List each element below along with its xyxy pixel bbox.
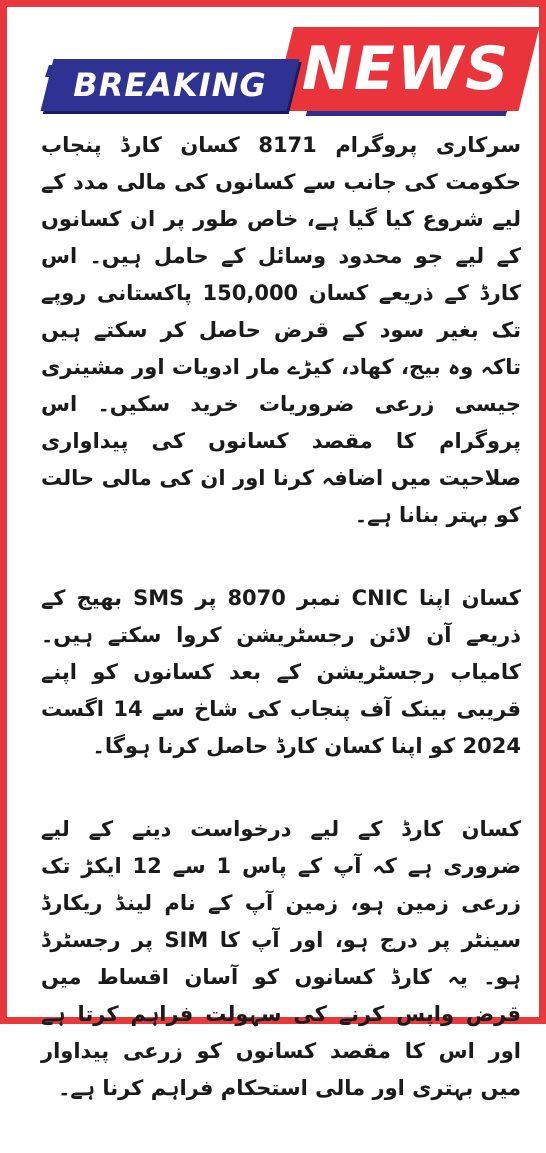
article-body xyxy=(41,127,521,1153)
breaking-label: BREAKING xyxy=(73,66,267,104)
article-paragraph-2: کسان اپنا CNIC نمبر 8070 پر SMS بھیج کے ذریعے آن لائن رجسٹریشن کروا سکتے ہیں۔ کامیاب رجسٹریشن کے بعد کسانوں کو اپنے قریبی بینک آف پنجاب کی شاخ سے 14 اگست 2024 کو اپنا کسان کارڈ حاصل کرنا ہوگا۔ xyxy=(41,586,521,758)
article-paragraph-3: کسان کارڈ کے لیے درخواست دینے کے لیے ضروری ہے کہ آپ کے پاس 1 سے 12 ایکڑ تک زرعی زمین ہو، زمین آپ کے نام لینڈ ریکارڈ سینٹر پر درج ہو، اور آپ کا SIM پر رجسٹرڈ ہو۔ یہ کارڈ کسانوں کو آسان اقساط میں قرض واپس کرنے کی سہولت فراہم کرتا ہے اور اس کا مقصد کسانوں کو زرعی پیداوار میں بہتری اور مالی استحکام فراہم کرنا ہے۔ xyxy=(41,817,522,1100)
article-paragraph-1: سرکاری پروگرام 8171 کسان کارڈ پنجاب حکومت کی جانب سے کسانوں کی مالی مدد کے لیے شروع کیا گیا ہے، خاص طور پر ان کسانوں کے لیے جو محدود وسائل کے حامل ہیں۔ اس کارڈ کے ذریعے کسان 150,000 پاکستانی روپے تک بغیر سود کے قرض حاصل کر سکتے ہیں تاکہ وہ بیج، کھاد، کیڑے مار ادویات اور مشینری جیسی زرعی ضروریات خرید سکیں۔ اس پروگرام کا مقصد کسانوں کی پیداواری صلاحیت میں اضافہ کرنا اور ان کی مالی حالت کو بہتر بنانا ہے۔ xyxy=(41,133,522,527)
breaking-news-banner xyxy=(7,21,546,117)
news-label: NEWS xyxy=(301,34,511,104)
